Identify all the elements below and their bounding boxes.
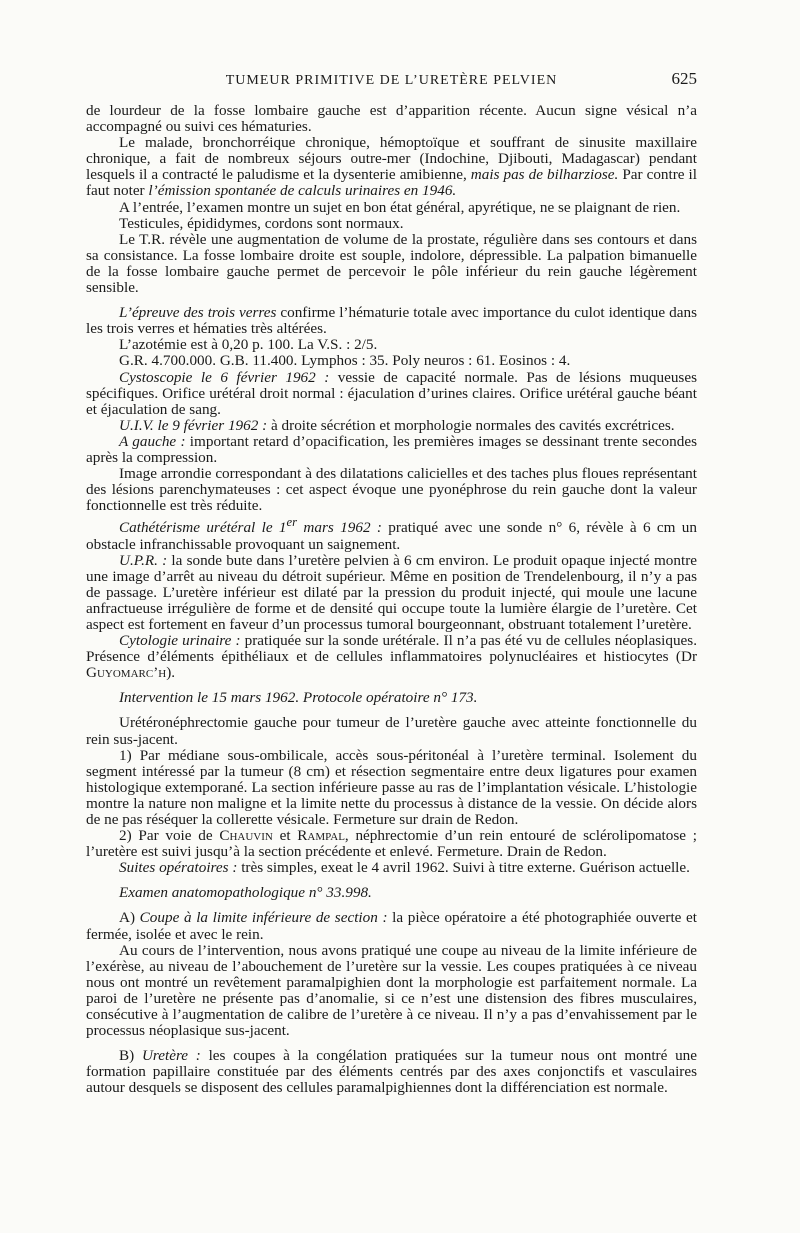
paragraph: A l’entrée, l’examen montre un sujet en bon état général, apyrétique, ne se plaignant de rien. — [119, 198, 681, 216]
paragraph: Au cours de l’intervention, nous avons pratiqué une coupe au niveau de la limite inférieure de l’exérèse, au niveau de l’abouchement de l’uretère sur la vessie. Les coupes pratiquées à ce niveau nous ont montré un revêtement paramalpighien dont la morphologie est parfaitement normale. La paroi de l’uretère ne présente pas d’anomalie, si ce n’est une distension des fibres musculaires, consécutive à l’augmentation de calibre de l’uretère à ce niveau. Il n’y a pas d’envahissement par le processus néoplasique sus-jacent. — [86, 941, 697, 1040]
paragraph: A gauche : important retard d’opacification, les premières images se dessinant trente secondes après la compression. — [86, 432, 697, 466]
paragraph: Suites opératoires : très simples, exeat le 4 avril 1962. Suivi à titre externe. Guérison actuelle. — [119, 859, 690, 877]
paragraph: Cytologie urinaire : pratiquée sur la sonde urétérale. Il n’a pas été vu de cellules néoplasiques. Présence d’éléments épithéliaux et de cellules inflammatoires polynucléaires et histiocytes (Dr Guyomarc’h). — [86, 632, 698, 682]
paragraph: Intervention le 15 mars 1962. Protocole opératoire n° 173. — [119, 689, 478, 707]
paragraph: Examen anatomopathologique n° 33.998. — [119, 884, 372, 902]
page-header — [86, 68, 697, 92]
page-number: 625 — [671, 69, 697, 88]
paragraph: Le malade, bronchorréique chronique, hémoptoïque et souffrant de sinusite maxillaire chronique, a fait de nombreux séjours outre-mer (Indochine, Djibouti, Madagascar) pendant lesquels il a contracté le paludisme et la dysenterie amibienne, mais pas de bilharziose. Par contre il faut noter l’émission spontanée de calculs urinaires en 1946. — [86, 134, 698, 200]
paragraph: Image arrondie correspondant à des dilatations calicielles et des taches plus floues représentant des lésions parenchymateuses : cet aspect évoque une pyonéphrose du rein gauche dont la valeur fonctionnelle est très réduite. — [86, 465, 697, 515]
article-body — [86, 103, 697, 1097]
running-title: TUMEUR PRIMITIVE DE L’URETÈRE PELVIEN — [225, 73, 558, 88]
paragraph: L’azotémie est à 0,20 p. 100. La V.S. : 2/5. — [119, 336, 378, 354]
paragraph: Le T.R. révèle une augmentation de volume de la prostate, régulière dans ses contours et dans sa consistance. La fosse lombaire droite est souple, indolore, dépressible. La palpation bimanuelle de la fosse lombaire gauche permet de percevoir le pôle inférieur du rein gauche légèrement sensible. — [86, 230, 697, 297]
paragraph: Urétéronéphrectomie gauche pour tumeur de l’uretère gauche avec atteinte fonctionnelle du rein sus-jacent. — [86, 714, 697, 748]
paragraph: Cystoscopie le 6 février 1962 : vessie de capacité normale. Pas de lésions muqueuses spécifiques. Orifice urétéral droit normal : éjaculation d’urines claires. Orifice urétéral gauche béant et éjaculation de sang. — [86, 368, 697, 418]
paragraph: U.P.R. : la sonde bute dans l’uretère pelvien à 6 cm environ. Le produit opaque injecté montre une image d’arrêt au niveau du détroit supérieur. Même en position de Trendelenbourg, il n’y a pas de passage. L’uretère inférieur est dilaté par la pression du produit injecté, qui moule une lacune anfractueuse irrégulière de forme et de densité qui occupe toute la lumière élargie de l’uretère. Cet aspect est fortement en faveur d’un processus tumoral bourgeonnant, obstruant totalement l’uretère. — [86, 551, 697, 633]
paragraph: 1) Par médiane sous-ombilicale, accès sous-péritonéal à l’uretère terminal. Isolement du segment intéressé par la tumeur (8 cm) et résection segmentaire entre deux ligatures pour examen histologique extemporané. La section inférieure passe au ras de l’implantation vésicale. L’histologie montre la nature non maligne et la limite nette du processus à distance de la vessie. On décide alors de ne pas réséquer la collerette vésicale. Fermeture sur drain de Redon. — [86, 746, 697, 828]
paragraph: B) Uretère : les coupes à la congélation pratiquées sur la tumeur nous ont montré une formation papillaire constituée par des éléments centrés par des axes conjonctifs et vasculaires autour desquels se disposent des cellules paramalpighiennes dont la différenciation est normale. — [86, 1047, 697, 1097]
paragraph: Cathétérisme urétéral le 1er mars 1962 : pratiqué avec une sonde n° 6, révèle à 6 cm un obstacle infranchissable provoquant un saignement. — [86, 515, 697, 553]
paragraph: L’épreuve des trois verres confirme l’hématurie totale avec importance du culot identique dans les trois verres et hématies très altérées. — [86, 304, 697, 338]
paragraph: 2) Par voie de Chauvin et Rampal, néphrectomie d’un rein entouré de sclérolipomatose ; l’uretère est suivi jusqu’à la section précédente et enlevé. Fermeture. Drain de Redon. — [86, 827, 697, 861]
paragraph: A) Coupe à la limite inférieure de section : la pièce opératoire a été photographiée ouverte et fermée, isolée et avec le rein. — [86, 909, 698, 943]
paragraph: U.I.V. le 9 février 1962 : à droite sécrétion et morphologie normales des cavités excrétrices. — [119, 416, 675, 434]
paragraph: G.R. 4.700.000. G.B. 11.400. Lymphos : 35. Poly neuros : 61. Eosinos : 4. — [119, 352, 571, 370]
paragraph: Testicules, épididymes, cordons sont normaux. — [119, 214, 404, 232]
paragraph: de lourdeur de la fosse lombaire gauche est d’apparition récente. Aucun signe vésical n’a accompagné ou suivi ces hématuries. — [86, 102, 697, 136]
